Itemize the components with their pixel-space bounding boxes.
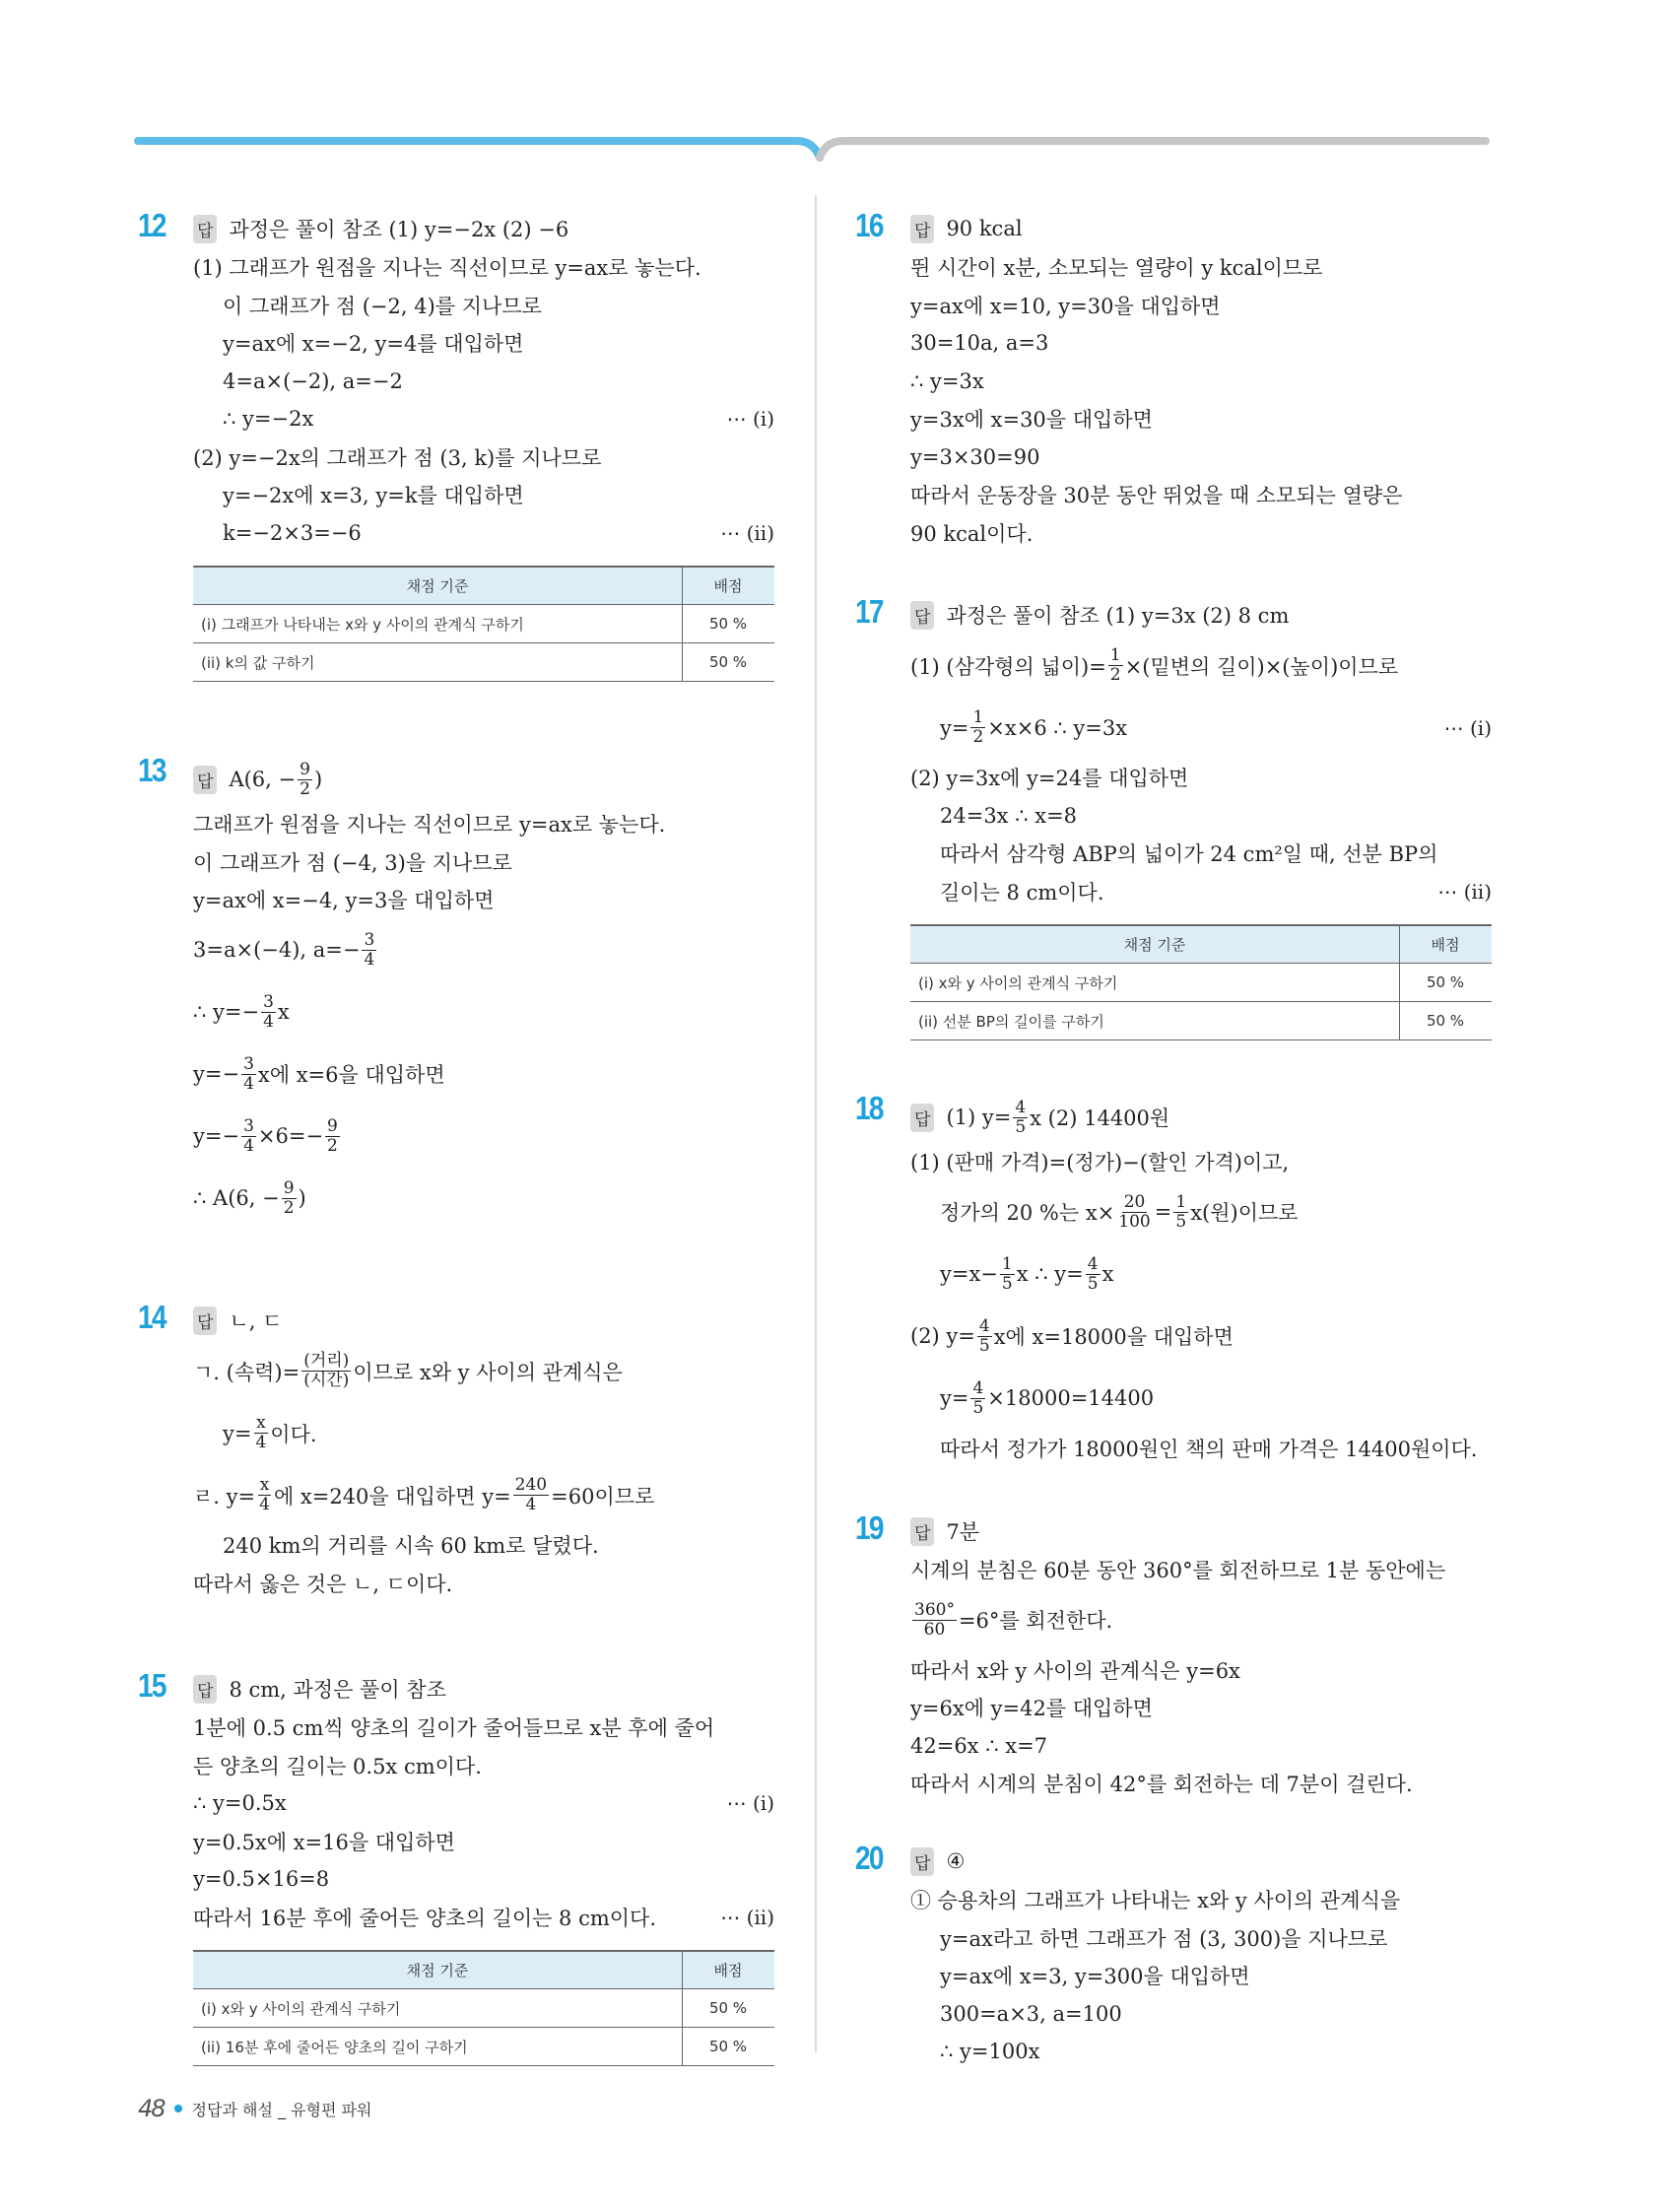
solution-line [910, 363, 1492, 401]
fraction-denominator: 4 [255, 1433, 267, 1452]
fraction-denominator: 4 [243, 1135, 254, 1156]
fraction-numerator: 4 [978, 1315, 990, 1336]
math-text: ∴ y=100x [940, 2040, 1040, 2064]
math-text: k=−2×3=−6 [223, 520, 362, 545]
table-row [193, 1989, 774, 2028]
answer-line [910, 1092, 1492, 1143]
solution-line [193, 1784, 774, 1823]
solution-line [910, 1589, 1492, 1651]
solution-line [910, 1551, 1492, 1589]
math-text: y=ax라고 하면 그래프가 점 (3, 300)을 지나므로 [940, 1926, 1388, 1951]
solution-line [193, 1709, 774, 1747]
solution-line [193, 363, 774, 401]
fraction [325, 1117, 340, 1155]
math-text: 따라서 x와 y 사이의 관계식은 y=6x [910, 1658, 1240, 1683]
fraction [362, 931, 376, 969]
table-row [193, 2028, 774, 2066]
answer-badge: 답 [193, 215, 217, 243]
fraction-denominator: 5 [1087, 1273, 1099, 1294]
table-header-cell: 배점 [683, 1951, 775, 1989]
problem-content [193, 754, 774, 1230]
problem-number: 18 [855, 1090, 883, 1126]
math-text: 8 cm, 과정은 풀이 참조 [229, 1678, 446, 1702]
math-text: y=− [193, 1062, 240, 1086]
step-marker: ⋯ (ii) [1437, 879, 1492, 904]
footer-title: 정답과 해설 _ 유형편 파워 [191, 2100, 372, 2119]
fraction [257, 1476, 272, 1513]
math-text: 42=6x ∴ x=7 [910, 1733, 1048, 1758]
solution-line [910, 248, 1492, 287]
solution-line [193, 476, 774, 514]
math-text: ) [298, 1186, 306, 1210]
math-text: y=3x에 x=30을 대입하면 [910, 408, 1153, 433]
math-text: 240 km의 거리를 시속 60 km로 달렸다. [223, 1534, 599, 1559]
math-text: 90 kcal이다. [910, 521, 1034, 546]
solution-line [193, 1526, 774, 1565]
math-text: y=3×30=90 [910, 444, 1040, 469]
table-header-row [193, 567, 774, 605]
fraction-denominator: 4 [364, 949, 375, 970]
fraction [1013, 1099, 1028, 1136]
math-text: y=0.5x에 x=16을 대입하면 [193, 1830, 455, 1854]
math-text: 시계의 분침은 60분 동안 360°를 회전하므로 1분 동안에는 [910, 1559, 1446, 1583]
fraction-numerator: 3 [263, 991, 274, 1012]
solution-line [910, 1995, 1492, 2034]
math-text: 에 x=240을 대입하면 y= [273, 1484, 511, 1508]
math-text: ∴ y=− [193, 1000, 260, 1024]
fraction-denominator: 2 [327, 1135, 338, 1156]
math-text: 따라서 운동장을 30분 동안 뛰었을 때 소모되는 열량은 [910, 484, 1403, 508]
answer-line [910, 1511, 1492, 1551]
solution-line [910, 1957, 1492, 1995]
table-header-cell: 채점 기준 [193, 567, 683, 605]
fraction-denominator: (시간) [303, 1371, 350, 1390]
problem-content [910, 1842, 1492, 2071]
answer-badge: 답 [193, 1675, 217, 1704]
solution-line [910, 1306, 1492, 1368]
answer-line [193, 209, 774, 248]
solution-line [910, 797, 1492, 836]
fraction-denominator: 2 [1109, 665, 1121, 685]
math-text: (1) (판매 가격)=(정가)−(할인 가격)이고, [910, 1151, 1290, 1175]
solution-line [193, 1823, 774, 1861]
solution-line [193, 438, 774, 477]
math-text: ㄱ. (속력)= [193, 1360, 300, 1384]
table-cell: (i) x와 y 사이의 관계식 구하기 [193, 1989, 683, 2028]
solution-line [193, 1106, 774, 1168]
math-text: =6°를 회전한다. [958, 1609, 1113, 1633]
scoring-table [193, 1950, 774, 2066]
fraction [241, 1117, 256, 1155]
math-text: ×(밑변의 길이)×(높이)이므로 [1124, 654, 1399, 679]
solution-line [910, 476, 1492, 514]
fraction [1108, 646, 1123, 684]
math-text: ∴ y=−2x [223, 407, 314, 432]
math-text: (2) y= [910, 1324, 975, 1348]
table-row [910, 1002, 1492, 1040]
problem-number: 13 [138, 752, 166, 788]
math-text: 길이는 8 cm이다. [940, 880, 1104, 905]
table-cell: (ii) 16분 후에 줄어든 양초의 길이 구하기 [193, 2028, 683, 2066]
fraction [261, 993, 276, 1031]
fraction-numerator: 4 [972, 1377, 984, 1398]
math-text: y= [940, 715, 969, 740]
solution-line [193, 805, 774, 843]
fraction [253, 1414, 268, 1451]
fraction-denominator: 100 [1118, 1211, 1151, 1232]
problem-16 [855, 209, 1496, 552]
table-header-cell: 배점 [1400, 925, 1493, 964]
math-text: y=6x에 y=42를 대입하면 [910, 1697, 1153, 1721]
fraction [513, 1476, 549, 1513]
solution-line [193, 1340, 774, 1402]
answer-badge: 답 [193, 1307, 217, 1335]
solution-line [910, 438, 1492, 477]
solution-line [910, 1881, 1492, 1919]
math-text: x [277, 1000, 290, 1024]
solution-line [193, 1860, 774, 1899]
problem-12 [138, 209, 778, 682]
math-text: = [1154, 1200, 1172, 1224]
problem-number: 14 [138, 1299, 166, 1335]
problem-number: 16 [855, 207, 883, 243]
fraction-numerator: 20 [1123, 1191, 1146, 1212]
problem-19 [855, 1511, 1496, 1803]
bullet-dot-icon [174, 2105, 182, 2112]
fraction-numerator: x [259, 1475, 270, 1496]
math-text: x에 x=6을 대입하면 [257, 1063, 445, 1087]
math-text: (2) y=3x에 y=24를 대입하면 [910, 767, 1189, 791]
table-row [193, 605, 774, 643]
math-text: y= [940, 1386, 969, 1410]
solution-line [910, 2033, 1492, 2071]
solution-line [910, 697, 1492, 759]
table-cell: 50 % [1400, 964, 1493, 1002]
scoring-table [910, 924, 1492, 1040]
fraction-denominator: 5 [1175, 1211, 1187, 1232]
fraction-denominator: 2 [283, 1197, 295, 1218]
fraction-denominator: 5 [978, 1335, 990, 1356]
math-text: 따라서 정가가 18000원인 책의 판매 가격은 14400원이다. [940, 1437, 1478, 1461]
math-text: 든 양초의 길이는 0.5x cm이다. [193, 1754, 482, 1778]
math-text: A(6, − [229, 768, 297, 791]
math-text: ×x×6 ∴ y=3x [987, 715, 1128, 740]
page-number: 48 [138, 2095, 165, 2122]
table-cell: (ii) k의 값 구하기 [193, 643, 683, 682]
fraction [912, 1601, 957, 1639]
fraction-numerator: 4 [1015, 1097, 1027, 1117]
math-text: 7분 [946, 1520, 980, 1544]
table-row [910, 964, 1492, 1002]
solution-line [910, 1727, 1492, 1766]
fraction [1116, 1193, 1152, 1231]
problem-content [193, 1301, 774, 1602]
table-cell: (i) 그래프가 나타내는 x와 y 사이의 관계식 구하기 [193, 605, 683, 643]
fraction-denominator: 4 [259, 1495, 270, 1514]
math-text: ×18000=14400 [987, 1386, 1155, 1410]
math-text: 이므로 x와 y 사이의 관계식은 [353, 1360, 623, 1384]
page-footer [138, 2095, 371, 2122]
math-text: 그래프가 원점을 지나는 직선이므로 y=ax로 놓는다. [193, 813, 666, 838]
math-text: y=0.5×16=8 [193, 1867, 330, 1892]
problem-number: 12 [138, 207, 166, 243]
problem-number: 17 [855, 593, 883, 630]
header-bar [0, 0, 1668, 168]
problem-14 [138, 1301, 778, 1602]
solution-line [193, 400, 774, 438]
fraction-denominator: 5 [1015, 1116, 1027, 1137]
table-header-cell: 배점 [683, 567, 775, 605]
math-text: y= [223, 1421, 252, 1445]
problem-content [193, 209, 774, 682]
problem-20 [855, 1842, 1496, 2071]
solution-line [193, 324, 774, 363]
fraction-numerator: 1 [1001, 1253, 1013, 1274]
solution-line [910, 324, 1492, 363]
math-text: 과정은 풀이 참조 (1) y=3x (2) 8 cm [946, 604, 1290, 628]
solution-line [193, 1747, 774, 1785]
math-text: 30=10a, a=3 [910, 331, 1049, 356]
answer-line [193, 1669, 774, 1709]
solution-line [193, 1402, 774, 1464]
answer-line [193, 754, 774, 805]
fraction [1173, 1193, 1188, 1231]
math-text: 3=a×(−4), a=− [193, 938, 361, 962]
math-text: 따라서 옳은 것은 ㄴ, ㄷ이다. [193, 1572, 453, 1596]
answer-line [910, 209, 1492, 248]
math-text: (1) 그래프가 원점을 지나는 직선이므로 y=ax로 놓는다. [193, 256, 701, 281]
solution-line [910, 514, 1492, 553]
math-text: y=− [193, 1124, 240, 1148]
math-text: x(원)이므로 [1190, 1201, 1299, 1225]
problem-content [910, 595, 1492, 1040]
fraction-numerator: 3 [364, 929, 375, 950]
solution-line [910, 287, 1492, 325]
answer-badge: 답 [910, 1104, 934, 1132]
math-text: x ∴ y= [1016, 1262, 1084, 1286]
math-text: 과정은 풀이 참조 (1) y=−2x (2) −6 [229, 218, 569, 241]
math-text: ∴ y=3x [910, 369, 984, 393]
math-text: 뛴 시간이 x분, 소모되는 열량이 y kcal이므로 [910, 256, 1323, 281]
math-text: y=ax에 x=−4, y=3을 대입하면 [193, 889, 495, 913]
solution-line [910, 873, 1492, 911]
fraction-numerator: 1 [972, 707, 984, 728]
math-text: y=ax에 x=10, y=30을 대입하면 [910, 294, 1221, 318]
fraction [970, 1379, 985, 1417]
math-text: y=x− [940, 1262, 998, 1286]
solution-line [910, 1651, 1492, 1690]
step-marker: ⋯ (i) [726, 1791, 774, 1816]
solution-line [193, 287, 774, 325]
solution-line [910, 1143, 1492, 1181]
math-text: y=ax에 x=3, y=300을 대입하면 [940, 1965, 1250, 1989]
problem-content [910, 209, 1492, 552]
math-text: y=−2x에 x=3, y=k를 대입하면 [223, 484, 524, 508]
math-text: (2) y=−2x의 그래프가 점 (3, k)를 지나므로 [193, 445, 602, 470]
solution-line [193, 981, 774, 1043]
math-text: 따라서 시계의 분침이 42°를 회전하는 데 7분이 걸린다. [910, 1773, 1413, 1797]
math-text: 24=3x ∴ x=8 [940, 803, 1078, 828]
solution-line [910, 1765, 1492, 1803]
fraction [970, 708, 985, 746]
answer-line [193, 1301, 774, 1340]
solution-line [193, 919, 774, 981]
math-text: 이 그래프가 점 (−4, 3)을 지나므로 [193, 850, 512, 875]
fraction-numerator: 1 [1175, 1191, 1187, 1212]
fraction-numerator: 1 [1109, 645, 1121, 666]
problem-13 [138, 754, 778, 1230]
answer-badge: 답 [910, 1847, 934, 1876]
problem-17 [855, 595, 1496, 1040]
math-text: x [1101, 1262, 1114, 1286]
fraction [298, 761, 312, 798]
fraction [241, 1055, 256, 1093]
column-divider [815, 195, 817, 2052]
solution-line [910, 1368, 1492, 1430]
scoring-table [193, 566, 774, 682]
problem-content [910, 1092, 1492, 1467]
math-text: 1분에 0.5 cm씩 양초의 길이가 줄어들므로 x분 후에 줄어 [193, 1716, 715, 1741]
solution-line [910, 400, 1492, 438]
answer-badge: 답 [193, 766, 217, 794]
table-cell: 50 % [683, 643, 775, 682]
table-header-row [910, 925, 1492, 964]
answer-line [910, 595, 1492, 635]
math-text: (1) (삼각형의 넓이)= [910, 654, 1106, 679]
math-text: ×6=− [257, 1124, 324, 1148]
solution-line [910, 1243, 1492, 1306]
problem-18 [855, 1092, 1496, 1467]
solution-line [193, 1464, 774, 1526]
table-cell: 50 % [683, 2028, 775, 2066]
problem-number: 20 [855, 1840, 883, 1876]
math-text: ∴ y=0.5x [193, 1791, 287, 1816]
solution-line [193, 1043, 774, 1106]
math-text: 따라서 16분 후에 줄어든 양초의 길이는 8 cm이다. [193, 1906, 657, 1930]
answer-line [910, 1842, 1492, 1881]
solution-line [910, 635, 1492, 697]
table-cell: (i) x와 y 사이의 관계식 구하기 [910, 964, 1400, 1002]
fraction-denominator: 2 [972, 727, 984, 747]
table-header-cell: 채점 기준 [193, 1951, 683, 1989]
answer-badge: 답 [910, 1517, 934, 1546]
table-cell: 50 % [683, 1989, 775, 2028]
math-text: 정가의 20 %는 x× [940, 1201, 1115, 1225]
problem-content [910, 1511, 1492, 1803]
math-text: ) [313, 768, 323, 791]
math-text: ∴ A(6, − [193, 1186, 280, 1210]
solution-line [193, 1565, 774, 1603]
solution-line [910, 1181, 1492, 1243]
math-text: =60이므로 [551, 1484, 655, 1508]
fraction-numerator: 3 [243, 1053, 254, 1074]
table-cell: 50 % [1400, 1002, 1493, 1040]
math-text: ④ [946, 1849, 966, 1873]
solution-line [193, 843, 774, 882]
table-row [193, 643, 774, 682]
math-text: 따라서 삼각형 ABP의 넓이가 24 cm²일 때, 선분 BP의 [940, 842, 1438, 867]
fraction-denominator: 5 [1001, 1273, 1013, 1294]
solution-line [910, 1919, 1492, 1958]
fraction-denominator: 2 [300, 778, 310, 799]
math-text: ① 승용차의 그래프가 나타내는 x와 y 사이의 관계식을 [910, 1889, 1401, 1913]
math-text: x에 x=18000을 대입하면 [993, 1325, 1234, 1349]
step-marker: ⋯ (i) [1443, 715, 1492, 740]
step-marker: ⋯ (i) [726, 407, 774, 432]
fraction [977, 1317, 992, 1355]
math-text: ㄴ, ㄷ [229, 1309, 283, 1333]
answer-badge: 답 [910, 601, 934, 630]
problem-number: 15 [138, 1667, 166, 1704]
table-header-cell: 채점 기준 [910, 925, 1400, 964]
fraction-numerator: x [256, 1413, 266, 1434]
fraction [1086, 1255, 1101, 1293]
solution-line [910, 1689, 1492, 1727]
fraction-numerator: 3 [243, 1115, 254, 1136]
math-text: (1) y= [946, 1106, 1012, 1129]
fraction-denominator: 5 [972, 1397, 984, 1418]
fraction [282, 1179, 297, 1217]
solution-line [193, 1899, 774, 1937]
solution-line [193, 1168, 774, 1230]
fraction-numerator: 4 [1087, 1253, 1099, 1274]
fraction-numerator: 9 [300, 759, 310, 779]
math-text: 4=a×(−2), a=−2 [223, 369, 403, 393]
fraction-numerator: 9 [327, 1115, 338, 1136]
table-cell: (ii) 선분 BP의 길이를 구하기 [910, 1002, 1400, 1040]
solution-line [910, 835, 1492, 873]
step-marker: ⋯ (ii) [720, 1905, 774, 1929]
step-marker: ⋯ (ii) [720, 520, 774, 545]
problem-number: 19 [855, 1509, 883, 1546]
fraction-numerator: 9 [283, 1177, 295, 1198]
fraction-denominator: 60 [923, 1619, 946, 1640]
math-text: 300=a×3, a=100 [940, 2001, 1122, 2026]
math-text: 이다. [270, 1422, 317, 1446]
table-header-row [193, 1951, 774, 1989]
solution-line [910, 759, 1492, 797]
solution-line [910, 1430, 1492, 1468]
fraction [1000, 1255, 1015, 1293]
solution-line [193, 881, 774, 919]
solution-line [193, 514, 774, 553]
fraction-numerator: 240 [514, 1475, 548, 1496]
solution-line [193, 248, 774, 287]
math-text: x (2) 14400원 [1030, 1106, 1170, 1130]
math-text: 90 kcal [946, 217, 1023, 240]
answer-badge: 답 [910, 215, 934, 243]
fraction-denominator: 4 [243, 1073, 254, 1094]
table-cell: 50 % [683, 605, 775, 643]
fraction-denominator: 4 [525, 1495, 537, 1514]
fraction-numerator: (거리) [303, 1351, 350, 1372]
problem-15 [138, 1669, 778, 2066]
math-text: y=ax에 x=−2, y=4를 대입하면 [223, 332, 524, 357]
fraction-numerator: 360° [914, 1599, 955, 1620]
problem-content [193, 1669, 774, 2066]
fraction-denominator: 4 [263, 1011, 274, 1032]
fraction [301, 1352, 351, 1389]
math-text: ㄹ. y= [193, 1484, 256, 1508]
math-text: 이 그래프가 점 (−2, 4)를 지나므로 [223, 294, 542, 318]
